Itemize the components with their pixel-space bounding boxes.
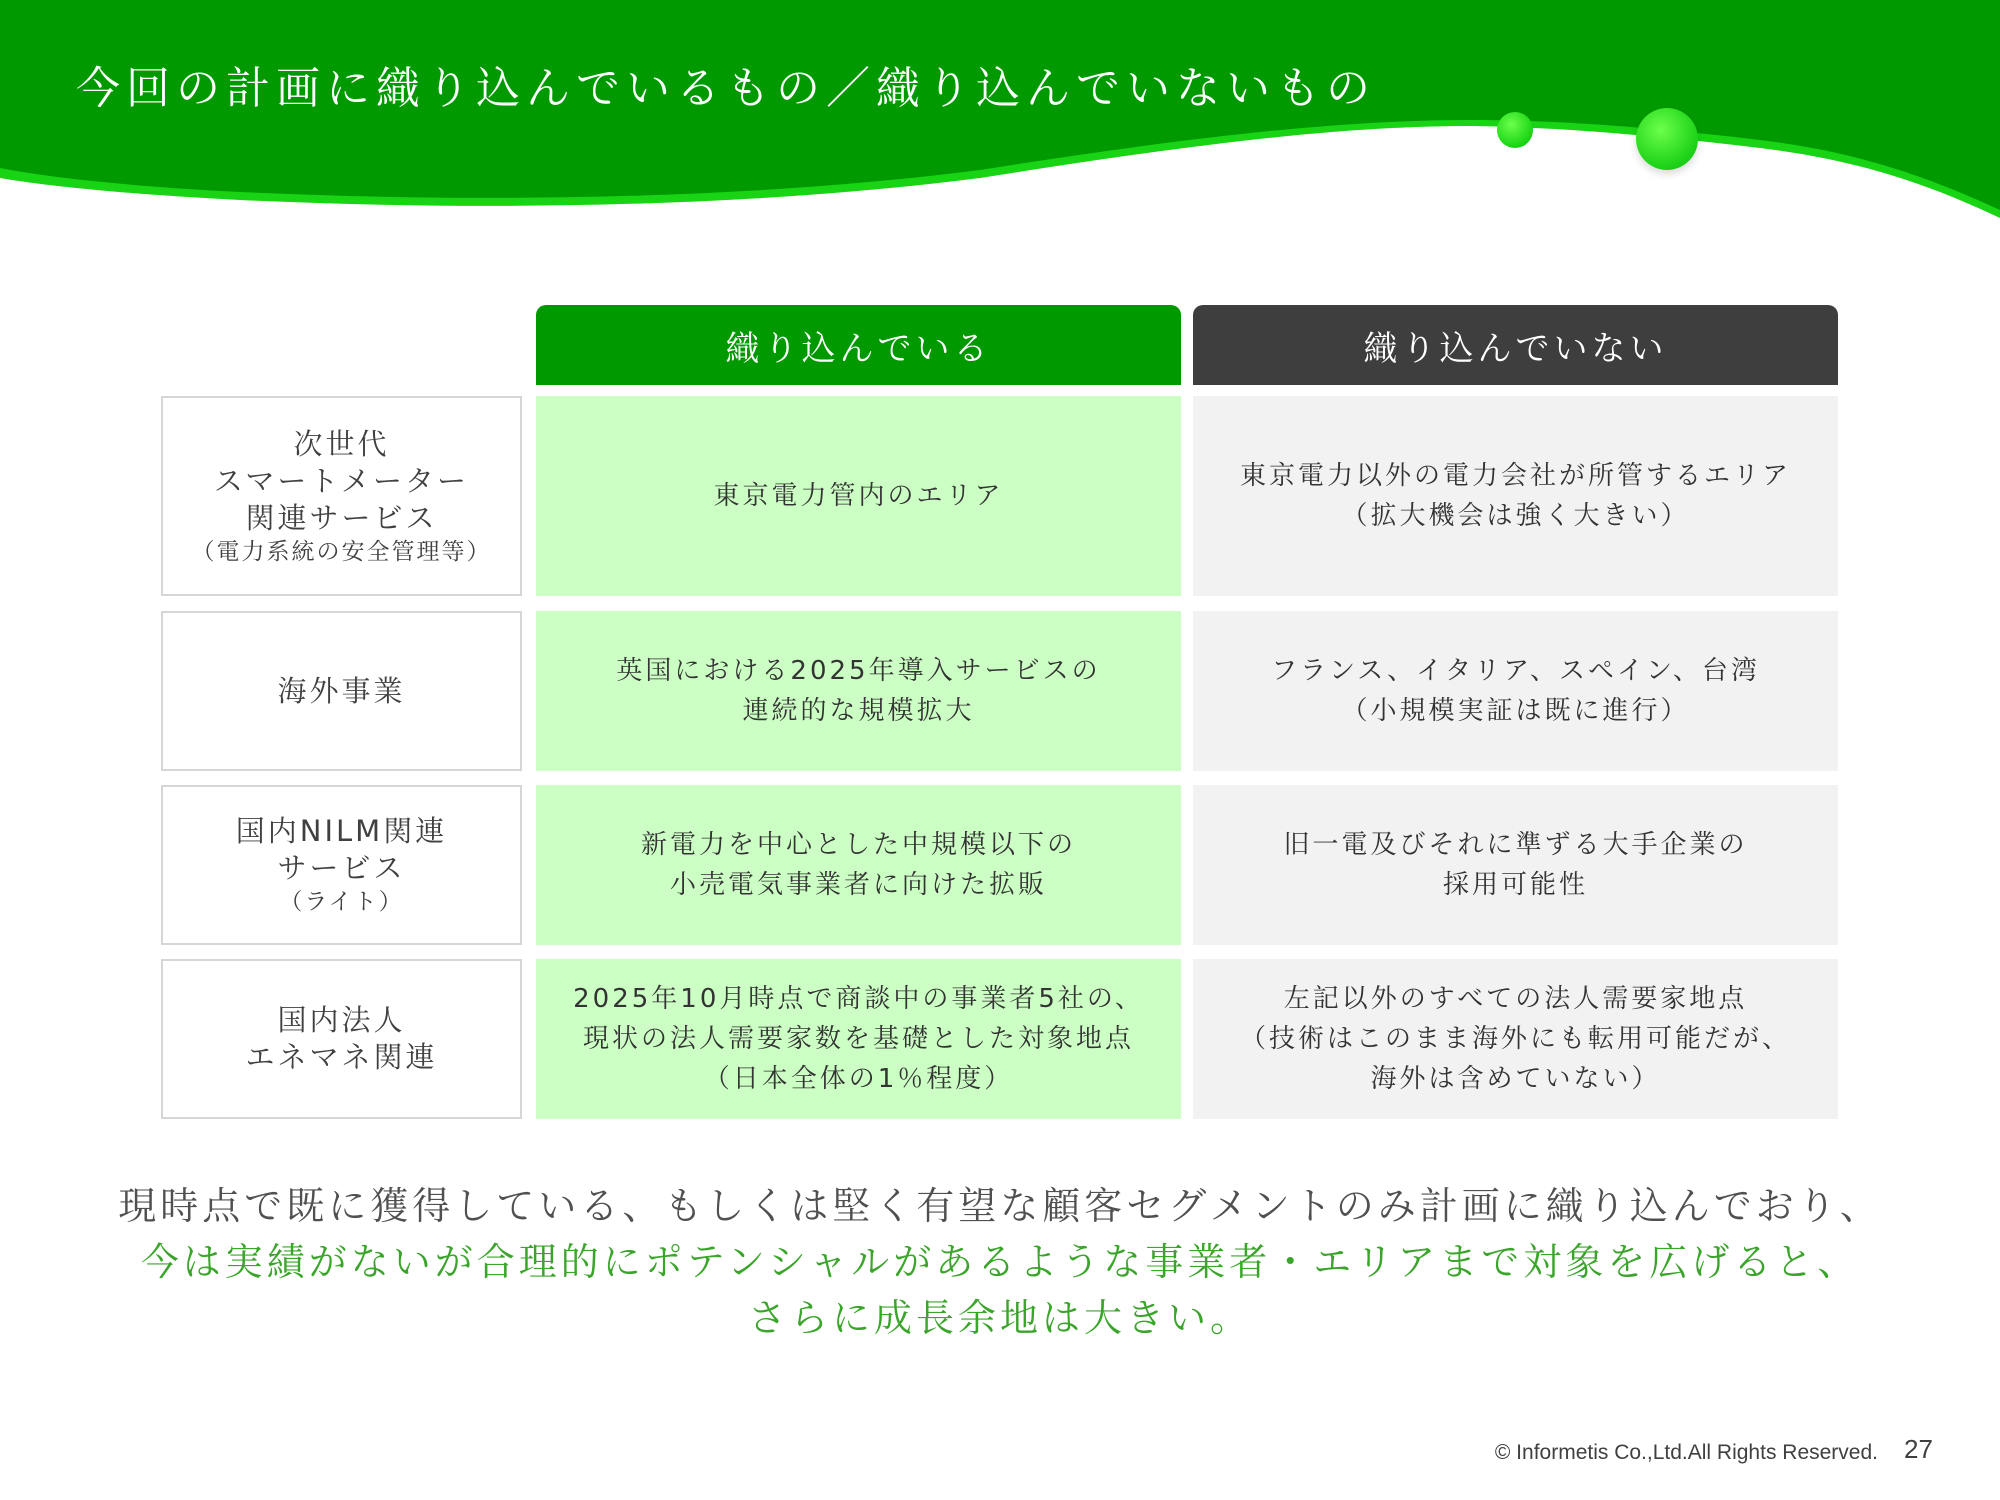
- column-header-excluded: 織り込んでいない: [1193, 305, 1838, 385]
- cell-included-enemane: [536, 959, 1181, 1119]
- row-label-note: （電力系統の安全管理等）: [191, 538, 492, 565]
- cell-line: 新電力を中心とした中規模以下の: [640, 830, 1076, 860]
- cell-included-overseas: [536, 611, 1181, 771]
- decorative-dot-small: [1497, 112, 1533, 148]
- column-header-included: 織り込んでいる: [536, 305, 1181, 385]
- row-label-domestic-corporate-enemane: [161, 959, 522, 1119]
- row-label-note: （ライト）: [279, 889, 404, 915]
- cell-included-smart-meter: [536, 396, 1181, 596]
- header-wave: [0, 0, 2000, 240]
- row-label-line: 関連サービス: [245, 500, 438, 535]
- cell-excluded-overseas: [1193, 611, 1838, 771]
- cell-excluded-nilm: [1193, 785, 1838, 945]
- cell-line: 小売電気事業者に向けた拡販: [669, 870, 1047, 900]
- cell-line: 東京電力以外の電力会社が所管するエリア: [1239, 461, 1791, 491]
- row-label-line: 次世代: [293, 426, 390, 461]
- row-label-domestic-nilm: [161, 785, 522, 945]
- cell-line: （技術はこのまま海外にも転用可能だが、: [1239, 1024, 1791, 1054]
- cell-line: 採用可能性: [1442, 870, 1588, 900]
- row-label-line: サービス: [277, 851, 406, 885]
- summary-line-highlight: 今は実績がないが合理的にポテンシャルがあるような事業者・エリアまで対象を広げると、: [140, 1240, 1860, 1284]
- decorative-dot-large: [1636, 108, 1698, 170]
- cell-included-nilm: [536, 785, 1181, 945]
- row-label-line: スマートメーター: [213, 463, 470, 498]
- cell-line: 旧一電及びそれに準ずる大手企業の: [1283, 830, 1748, 860]
- page-title: 今回の計画に織り込んでいるもの／織り込んでいないもの: [76, 63, 1376, 114]
- cell-line: 現状の法人需要家数を基礎とした対象地点: [582, 1024, 1134, 1054]
- summary-line: 現時点で既に獲得している、もしくは堅く有望な顧客セグメントのみ計画に織り込んでおり、: [118, 1184, 1882, 1228]
- cell-line: 海外は含めていない）: [1370, 1064, 1661, 1094]
- cell-line: （日本全体の1％程度）: [703, 1064, 1014, 1094]
- page-number: 27: [1904, 1434, 1933, 1464]
- summary-text: [0, 1178, 2000, 1346]
- cell-line: 英国における2025年導入サービスの: [616, 656, 1101, 686]
- row-label-next-gen-smart-meter: [161, 396, 522, 596]
- cell-line: 連続的な規模拡大: [742, 696, 975, 726]
- summary-line-highlight: さらに成長余地は大きい。: [747, 1296, 1252, 1340]
- cell-excluded-smart-meter: [1193, 396, 1838, 596]
- header-banner: [0, 0, 2000, 240]
- cell-line: 左記以外のすべての法人需要家地点: [1283, 984, 1748, 1014]
- row-label-line: 海外事業: [277, 673, 406, 708]
- row-label-line: 国内NILM関連: [235, 814, 448, 848]
- cell-line: 2025年10月時点で商談中の事業者5社の、: [573, 984, 1144, 1014]
- row-label-line: エネマネ関連: [245, 1040, 438, 1074]
- row-label-overseas-business: [161, 611, 522, 771]
- cell-line: 東京電力管内のエリア: [713, 481, 1004, 511]
- row-label-line: 国内法人: [277, 1003, 406, 1037]
- cell-excluded-enemane: [1193, 959, 1838, 1119]
- copyright-notice: © Informetis Co.,Ltd.All Rights Reserved.: [1494, 1441, 1878, 1464]
- cell-line: （小規模実証は既に進行）: [1341, 696, 1690, 726]
- cell-line: （拡大機会は強く大きい）: [1341, 501, 1690, 531]
- cell-line: フランス、イタリア、スペイン、台湾: [1271, 656, 1760, 686]
